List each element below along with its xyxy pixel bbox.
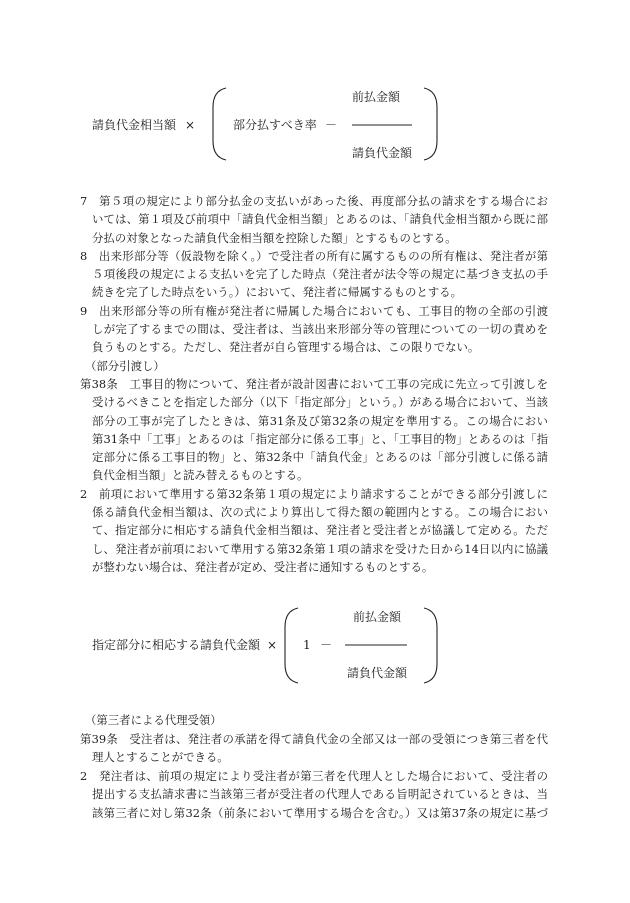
text-line [80,767,548,786]
text-line: 係る請負代金相当額は、次の式により算出して得た額の範囲内とする。この場合におい [92,505,548,520]
article-39 [80,711,548,822]
fraction-numerator: 前払金額 [353,610,402,624]
article-38-paragraph-1 [80,375,548,485]
text-line-body: 発注者は、前項の規定により受注者が第三者を代理人とした場合において、受注者の [98,768,548,783]
formula-2-right-parenthesis [424,608,437,683]
text-line-body: 受注者は、発注者の承諾を得て請負代金の全部又は一部の受領につき第三者を代 [129,731,548,746]
text-line [80,485,548,503]
text-line: 負うものとする。ただし、発注者が自ら管理する場合は、この限りでない。 [92,340,480,355]
text-line: し、発注者が前項において準用する第32条第１項の請求を受けた日から14日以内に協議 [92,541,548,556]
article-38 [80,357,548,577]
article-number: 第39条 [80,731,119,746]
text-line: 第31条中「工事」とあるのは「指定部分に係る工事」と、「工事目的物」とあるのは「指 [92,431,548,446]
text-line: が整わない場合は、発注者が定め、受注者に通知するものとする。 [92,559,434,574]
formula-multiplicand: 請負代金相当額 [92,118,177,132]
formula-term: 部分払すべき率 [233,118,317,132]
clauses-lower [80,711,548,822]
article-caption: （部分引渡し） [85,358,165,373]
clauses-upper [80,192,548,576]
fraction-denominator: 請負代金額 [352,146,413,160]
article-caption: （第三者による代理受領） [85,713,222,727]
text-line: て、指定部分に相応する請負代金相当額は、発注者と受注者とが協議して定める。ただ [92,523,548,538]
paragraph-number: 2 [80,768,88,783]
text-line [80,375,548,393]
text-line-body: 第５項の規定により部分払金の支払いがあった後、再度部分払の請求をする場合にお [98,194,548,208]
fraction-numerator: 前払金額 [352,90,401,104]
multiply-sign: × [267,638,278,652]
article-number: 第38条 [80,376,119,391]
text-line: 提出する支払請求書に当該第三者が受注者の代理人である旨明記されているときは、当 [92,787,548,801]
formula-term: 1 [303,638,311,652]
text-line-body: 出来形部分等（仮設物を除く。）で受注者の所有に属するものの所有権は、発注者が第 [98,248,548,263]
text-line: 続きを完了した時点をいう。）において、発注者に帰属するものとする。 [92,285,462,300]
text-line: 定部分に係る工事目的物」と、第32条中「請負代金」とあるのは「部分引渡しに係る請 [92,450,548,465]
text-line: 該第三者に対し第32条（前条において準用する場合を含む。）又は第37条の規定に基づ [92,805,548,820]
article-38-paragraph-2 [80,485,548,576]
text-line-body: 出来形部分等の所有権が発注者に帰属した場合においても、工事目的物の全部の引渡 [98,303,548,318]
formula-1-left-parenthesis [213,88,226,160]
text-line: しが完了するまでの間は、受注者は、当該出来形部分等の管理についての一切の責めを [92,322,548,337]
text-line-body: 前項において準用する第32条第１項の規定により請求することができる部分引渡しに [98,486,548,501]
article-39-paragraph-2 [80,767,548,823]
paragraph-number: 2 [80,486,88,501]
multiply-sign: × [185,118,196,132]
paragraph-number: 7 [80,194,88,208]
text-line: ５項後段の規定による支払いを完了した時点（発注者が法令等の規定に基づき支払の手 [92,267,548,282]
paragraph-7 [80,192,548,247]
text-line [80,192,548,210]
text-line: 部分の工事が完了したときは、第31条及び第32条の規定を準用する。この場合におい [92,413,548,428]
article-39-paragraph-1 [80,730,548,767]
paragraph-9 [80,302,548,357]
fraction-denominator: 請負代金額 [347,666,408,680]
text-line: 負代金相当額」と読み替えるものとする。 [92,468,309,483]
text-line-body: 工事目的物について、発注者が設計図書において工事の完成に先立って引渡しを [129,376,548,391]
paragraph-number: 9 [80,303,88,318]
minus-sign: － [325,118,338,132]
formula-multiplicand: 指定部分に相応する請負代金額 [92,638,261,652]
text-line: 受けるべきことを指定した部分（以下「指定部分」という。）がある場合において、当該 [92,395,548,410]
text-line [80,247,548,265]
formula-1-right-parenthesis [424,88,437,160]
text-line [80,302,548,320]
text-line: 理人とすることができる。 [92,750,229,764]
text-line: 分払の対象となった請負代金相当額を控除した額」とするものとする。 [92,230,457,245]
text-line [80,730,548,749]
paragraph-number: 8 [80,248,88,263]
formula-2-left-parenthesis [285,608,298,683]
minus-sign: － [320,638,333,652]
text-line: いては、第１項及び前項中「請負代金相当額」とあるのは、「請負代金相当額から既に部 [92,212,548,227]
paragraph-8 [80,247,548,302]
